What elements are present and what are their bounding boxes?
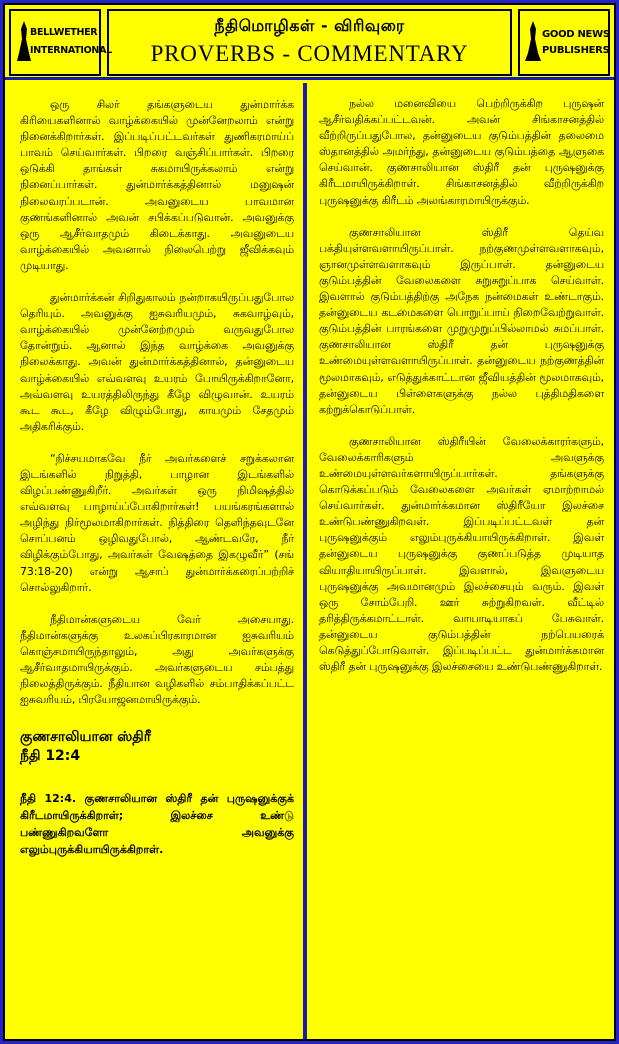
left-column [7, 83, 307, 1039]
left-paragraph-2: துன்மார்க்கன் சிறிதுகாலம் நன்றாகயிருப்பதுபோல தெரியும். அவனுக்கு ஐசுவரியமும், சுகவாழ்வும், வாழ்க்கையில் முன்னேற்றமும் வருவதுபோல தோன்றும். ஆனால் இந்த வாழ்க்கை அவனுக்கு நிலைக்காது. அவன் துன்மார்க்கத்தினால், தன்னுடைய வாழ்க்கையில் எவ்வளவு உயரம் போயிருக்கிறானோ, அவ்வளவு உயரத்திலிருந்து கீழே விழுவான். உயரம் கூட கூட, கீழே விழும்போது, காயமும் சேதமும் அதிகரிக்கும். [20, 291, 294, 433]
verse-text: நீதி 12:4. குணசாலியான ஸ்திரீ தன் புருஷனுக்குக் கிரீடமாயிருக்கிறாள்; இலச்சை உண்டு பண்ணுகிறவளோ அவனுக்கு எலும்புருக்கியாயிருக்கிறாள். [20, 792, 294, 857]
verse-reference: நீதி 12:4 [20, 748, 81, 765]
right-column [311, 83, 612, 1039]
good-news-logo [518, 9, 610, 76]
bellwether-logo-line1: BELLWETHER [30, 27, 98, 38]
page-frame [3, 3, 616, 1041]
bellwether-logo [9, 9, 112, 76]
header [5, 5, 614, 80]
right-paragraph-1: நல்ல மனைவியை பெற்றிருக்கிற புருஷன் ஆசீர்வதிக்கப்பட்டவன். அவன் சிங்காசனத்தில் வீற்றிருப்பதுபோல, தன்னுடைய குடும்பத்தின் தலைமை ஸ்தானத்தில் அமர்ந்து, தன்னுடைய குடும்பத்தை ஆளுகை செய்வான். குணசாலியான ஸ்திரீ தன் புருஷனுக்கு கிரீடமாயிருக்கிறாள். சிங்காசனத்தில் வீற்றிருக்கிற புருஷனுக்கு கிரீடம் அலங்காரமாயிருக்கும். [319, 97, 604, 207]
right-paragraph-3: குணசாலியான ஸ்திரீயின் வேலைக்காரர்களும், வேலைக்காரிகளும் அவளுக்கு உண்மையுள்ளவர்களாயிருப்பார்கள். தங்களுக்கு கொடுக்கப்படும் வேலைகளை அவர்கள் ஏமாற்றாமல் செய்வார்கள். துன்மார்க்கமான ஸ்திரீயோ இலச்சை உண்டுபண்ணுகிறவள். இப்படிப்பட்டவள் தன் புருஷனுக்கும் எலும்புருக்கியாயிருக்கிறாள். இவள் தன்னுடைய புருஷனுக்கு குணப்படுத்த முடியாத வியாதியாயிருப்பாள். இவளால், இவளுடைய புருஷனுக்கு அவமானமும் இலச்சையும் வரும். இவள் ஒரு சோம்பேறி. ஊர் சுற்றுகிறவள். வீட்டில் தரித்திருக்கமாட்டாள். வாயாடியாகப் பேசுவாள். தன்னுடைய குடும்பத்தின் நற்பெயரைக் கெடுத்துப்போடுவாள். இப்படிப்பட்ட துன்மார்க்கமான ஸ்திரீ தன் புருஷனுக்கு இலச்சையை உண்டுபண்ணுகிறாள். [319, 434, 604, 674]
left-paragraph-3: “நிச்சயமாகவே நீர் அவர்களைச் சறுக்கலான இடங்களில் நிறுத்தி, பாழான இடங்களில் விழப்பண்ணுகிறீர். அவர்கள் ஒரு நிமிஷத்தில் எவ்வளவு பாழாய்ப்போகிறார்கள்! பயங்கரங்களால் அழிந்து நிர்மூலமாகிறார்கள். நித்திரை தெளிந்தவுடனே சொப்பனம் ஒழிவதுபோல், ஆண்டவரே, நீர் விழிக்கும்போது, அவர்கள் வேஷத்தை இகழுவீர்” (சங் 73:18-20) என்று ஆசாப் துன்மார்க்கரைப்பற்றிச் சொல்லுகிறார். [20, 451, 294, 594]
good-news-logo-line2: PUBLISHERS [542, 45, 610, 56]
bellwether-logo-line2: INTERNATIONAL [30, 45, 112, 56]
good-news-logo-line1: GOOD NEWS [542, 29, 610, 40]
title-box [107, 9, 512, 76]
left-paragraph-4: நீதிமான்களுடைய வேர் அசையாது. நீதிமான்களுக்கு உலகப்பிரகாரமான ஐசுவரியம் கொஞ்சமாயிருந்தாலும், அது அவர்களுக்கு ஆசீர்வாதமாயிருக்கும். அவர்களுடைய சம்பத்து நிலைத்திருக்கும். நீதியான வழிகளில் சம்பாதிக்கப்பட்ட ஐசுவரியம், பிரயோஜனமாயிருக்கும். [20, 612, 294, 707]
title-english: PROVERBS - COMMENTARY [150, 41, 469, 66]
right-paragraph-2: குணசாலியான ஸ்திரீ தெய்வ பக்தியுள்ளவளாயிருப்பாள். நற்குணமுள்ளவளாகவும், ஞானமுள்ளவளாகவும் இருப்பாள். தன்னுடைய குடும்பத்தின் வேலைகளை சுறுசுறுப்பாக செய்வாள். இவளால் குடும்பத்திற்கு அநேக நன்மைகள் உண்டாகும். தன்னுடைய கடமைகளை பொறுப்பாய் நிறைவேற்றுவாள். குடும்பத்தின் பாரங்களை முறுமுறுப்பில்லாமல் சுமப்பாள். குணசாலியான ஸ்திரீ தன் புருஷனுக்கு உண்மையுள்ளவளாயிருப்பாள். தன்னுடைய நற்குணத்தின் மூலமாகவும், எடுத்துக்காட்டான ஜீவியத்தின் மூலமாகவும், தன்னுடைய பிள்ளைகளுக்கு நல்ல புத்திமதிகளை கற்றுக்கொடுப்பாள். [319, 225, 604, 416]
section-heading: குணசாலியான ஸ்திரீ [20, 729, 152, 746]
bellwether-logo-icon [17, 21, 31, 61]
good-news-logo-icon [525, 21, 541, 61]
left-paragraph-1: ஒரு சிலர் தங்களுடைய துன்மார்க்க கிரியைகளினால் வாழ்க்கையில் முன்னேறலாம் என்று நினைக்கிறார்கள். இப்படிப்பட்டவர்கள் துணிகரமாய்ப் பாவம் செய்வார்கள். பிறரை வஞ்சிப்பார்கள். பிறரை ஒடுக்கி தாங்கள் சுகமாயிருக்கலாம் என்று நினைப்பார்கள். துன்மார்க்கத்தினால் மனுஷன் நிலைவரப்படான். அவனுடைய பாவமான குணங்களினால் அவன் சபிக்கப்படுவான். அவனுக்கு ஒரு ஆசீர்வாதமும் கிடைக்காது. அவனுடைய வாழ்க்கையில் அவனால் நிலைபெற்று ஜீவிக்கவும் முடியாது. [20, 98, 294, 272]
title-tamil: நீதிமொழிகள் - விரிவுரை [214, 16, 405, 35]
